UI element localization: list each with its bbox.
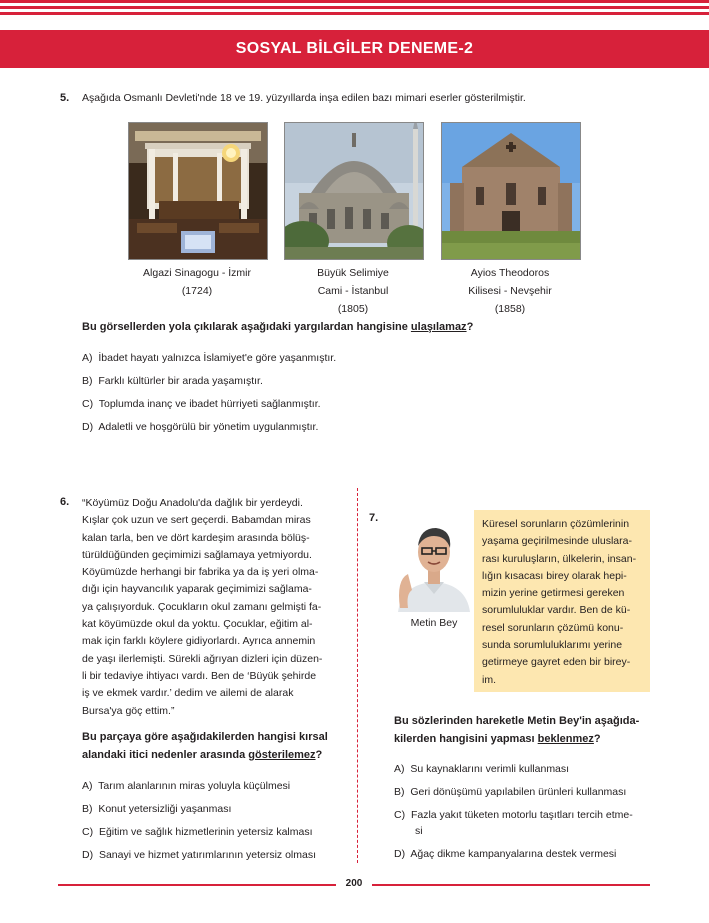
question-6-passage bbox=[82, 495, 340, 720]
prompt-text: Bu görsellerden yola çıkılarak aşağıdaki yargılardan hangisine bbox=[82, 321, 411, 333]
person-name: Metin Bey bbox=[410, 617, 458, 629]
caption-mosque bbox=[273, 264, 433, 318]
option-text: Fazla yakıt tüketen motorlu taşıtları tercih etme- bbox=[410, 809, 633, 821]
caption-line: Kilisesi - Nevşehir bbox=[468, 285, 552, 297]
question-5-stem: Aşağıda Osmanlı Devleti'nde 18 ve 19. yüzyıllarda inşa edilen bazı mimari eserler gösterilmiştir. bbox=[82, 92, 526, 104]
passage-line: Kışlar çok uzun ve sert geçerdi. Babamdan miras bbox=[82, 514, 311, 527]
column-divider bbox=[357, 488, 358, 863]
speech-bubble-text bbox=[482, 516, 646, 689]
bubble-line: mizin yerine getirmesi gereken bbox=[482, 587, 625, 600]
bubble-line: getirmeye gayret eden bir birey- bbox=[482, 656, 631, 669]
passage-line: de yaşı ilerlemişti. Sürekli ağrıyan dizleri için düzen- bbox=[82, 652, 323, 665]
option-7c-continuation: si bbox=[415, 825, 423, 837]
caption-line: (1805) bbox=[337, 303, 369, 315]
bubble-line: Küresel sorunların çözümlerinin bbox=[482, 518, 630, 530]
option-6c[interactable] bbox=[82, 826, 313, 838]
option-text: Ağaç dikme kampanyalarına destek vermesi bbox=[410, 848, 617, 860]
top-rule-2 bbox=[0, 6, 709, 9]
option-6b[interactable] bbox=[82, 803, 231, 815]
option-7a[interactable] bbox=[394, 763, 569, 775]
option-5b[interactable] bbox=[82, 375, 263, 387]
option-6a[interactable] bbox=[82, 780, 290, 792]
prompt-line: Bu parçaya göre aşağıdakilerden hangisi kırsal bbox=[82, 731, 328, 743]
option-letter: C) bbox=[82, 398, 94, 410]
bubble-line: resel sorunların çözümü konu- bbox=[482, 621, 624, 634]
option-letter: A) bbox=[82, 780, 93, 792]
bubble-line: sorumluluklar vardır. Ben de kü- bbox=[482, 604, 631, 617]
option-text: Farklı kültürler bir arada yaşamıştır. bbox=[98, 375, 263, 387]
mosque-photo bbox=[284, 122, 424, 260]
question-5-number: 5. bbox=[60, 92, 70, 104]
bubble-line: sunda sorumluluklarımı yerine bbox=[482, 639, 623, 652]
option-7b[interactable] bbox=[394, 786, 626, 798]
question-5-prompt bbox=[82, 318, 682, 336]
option-letter: C) bbox=[82, 826, 94, 838]
option-letter: B) bbox=[82, 803, 93, 815]
prompt-text: alandaki itici nedenler arasında bbox=[82, 749, 249, 761]
bubble-line: im. bbox=[482, 673, 496, 686]
option-text: Toplumda inanç ve ibadet hürriyeti sağlanmıştır. bbox=[98, 398, 321, 410]
prompt-underlined: beklenmez bbox=[537, 733, 594, 745]
passage-line: “Köyümüz Doğu Anadolu'da dağlık bir yerdeydi. bbox=[82, 497, 303, 509]
bubble-line: lığın kısacası birey olarak hepi- bbox=[482, 569, 627, 582]
prompt-mark: ? bbox=[593, 733, 601, 745]
passage-line: kat köyümüzde okul da yoktu. Çocuklar, eğitim al- bbox=[82, 618, 313, 631]
question-7-prompt bbox=[394, 712, 664, 748]
caption-line: Cami - İstanbul bbox=[317, 285, 389, 297]
question-6-prompt bbox=[82, 728, 352, 764]
caption-line: Ayios Theodoros bbox=[470, 267, 550, 279]
synagogue-photo bbox=[128, 122, 268, 260]
prompt-underlined: ulaşılamaz bbox=[410, 321, 467, 333]
passage-line: dığı için hayvancılık yaparak geçimimizi sağlama- bbox=[82, 583, 312, 596]
question-6-number: 6. bbox=[60, 496, 70, 508]
bubble-line: yaşama geçirilmesinde uluslara- bbox=[482, 535, 632, 548]
option-text: Tarım alanlarının miras yoluyla küçülmesi bbox=[98, 780, 291, 792]
option-7d[interactable] bbox=[394, 848, 616, 860]
passage-line: li bir tedaviye ihtiyacı vardı. Ben de ‘Büyük şehirde bbox=[82, 669, 317, 682]
option-text: Geri dönüşümü yapılabilen ürünleri kullanması bbox=[410, 786, 627, 798]
page-title: SOSYAL BİLGİLER DENEME-2 bbox=[0, 30, 709, 68]
bubble-line: rası kuruluşların, ülkelerin, insan- bbox=[482, 552, 637, 565]
metin-bey-portrait bbox=[394, 520, 474, 612]
option-letter: D) bbox=[82, 421, 94, 433]
passage-line: iş ve ekmek vardır.’ dedim ve ailemi de alarak bbox=[82, 687, 294, 700]
prompt-line: Bu sözlerinden hareketle Metin Bey'in aşağıda- bbox=[394, 715, 640, 727]
passage-line: Bursa'ya göç ettim.” bbox=[82, 704, 175, 717]
option-text: Su kaynaklarını verimli kullanması bbox=[410, 763, 570, 775]
prompt-mark: ? bbox=[466, 321, 474, 333]
question-7-number: 7. bbox=[369, 512, 379, 524]
option-letter: A) bbox=[82, 352, 93, 364]
option-letter: B) bbox=[394, 786, 405, 798]
option-5d[interactable] bbox=[82, 421, 318, 433]
prompt-mark: ? bbox=[315, 749, 323, 761]
passage-line: kalan tarla, ben ve dört kardeşim arasında bölüş- bbox=[82, 531, 310, 544]
option-text: Konut yetersizliği yaşanması bbox=[98, 803, 232, 815]
caption-line: Büyük Selimiye bbox=[317, 267, 389, 279]
option-6d[interactable] bbox=[82, 849, 316, 861]
footer-rule-right bbox=[372, 884, 650, 886]
top-rule-3 bbox=[0, 12, 709, 15]
option-letter: D) bbox=[82, 849, 94, 861]
option-letter: D) bbox=[394, 848, 406, 860]
option-letter: A) bbox=[394, 763, 405, 775]
option-7c[interactable] bbox=[394, 809, 633, 821]
passage-line: Köyümüzde herhangi bir fabrika ya da iş yeri olma- bbox=[82, 566, 319, 579]
caption-line: Algazi Sinagogu - İzmir bbox=[143, 267, 251, 279]
caption-line: (1724) bbox=[181, 285, 213, 297]
option-text: Eğitim ve sağlık hizmetlerinin yetersiz kalması bbox=[98, 826, 313, 838]
passage-line: mak için farklı köylere gidiyorlardı. Ayrıca annemin bbox=[82, 635, 316, 648]
page-number: 200 bbox=[345, 878, 363, 889]
prompt-underlined: gösterilemez bbox=[248, 749, 316, 761]
option-text: Sanayi ve hizmet yatırımlarının yetersiz olması bbox=[98, 849, 317, 861]
option-text: Adaletli ve hoşgörülü bir yönetim uygulanmıştır. bbox=[98, 421, 319, 433]
option-letter: C) bbox=[394, 809, 406, 821]
top-rule bbox=[0, 0, 709, 3]
passage-line: ya çalışıyorduk. Çocukların okul zamanı gelmişti fa- bbox=[82, 600, 322, 613]
footer-rule-left bbox=[58, 884, 336, 886]
option-text: İbadet hayatı yalnızca İslamiyet'e göre yaşanmıştır. bbox=[98, 352, 337, 364]
caption-synagogue bbox=[117, 264, 277, 300]
prompt-text: kilerden hangisini yapması bbox=[394, 733, 538, 745]
passage-line: türüldüğünden geçimimizi sağlamaya yetmiyordu. bbox=[82, 548, 312, 561]
caption-line: (1858) bbox=[494, 303, 526, 315]
church-photo bbox=[441, 122, 581, 260]
option-5a[interactable] bbox=[82, 352, 336, 364]
option-letter: B) bbox=[82, 375, 93, 387]
option-5c[interactable] bbox=[82, 398, 321, 410]
caption-church bbox=[430, 264, 590, 318]
